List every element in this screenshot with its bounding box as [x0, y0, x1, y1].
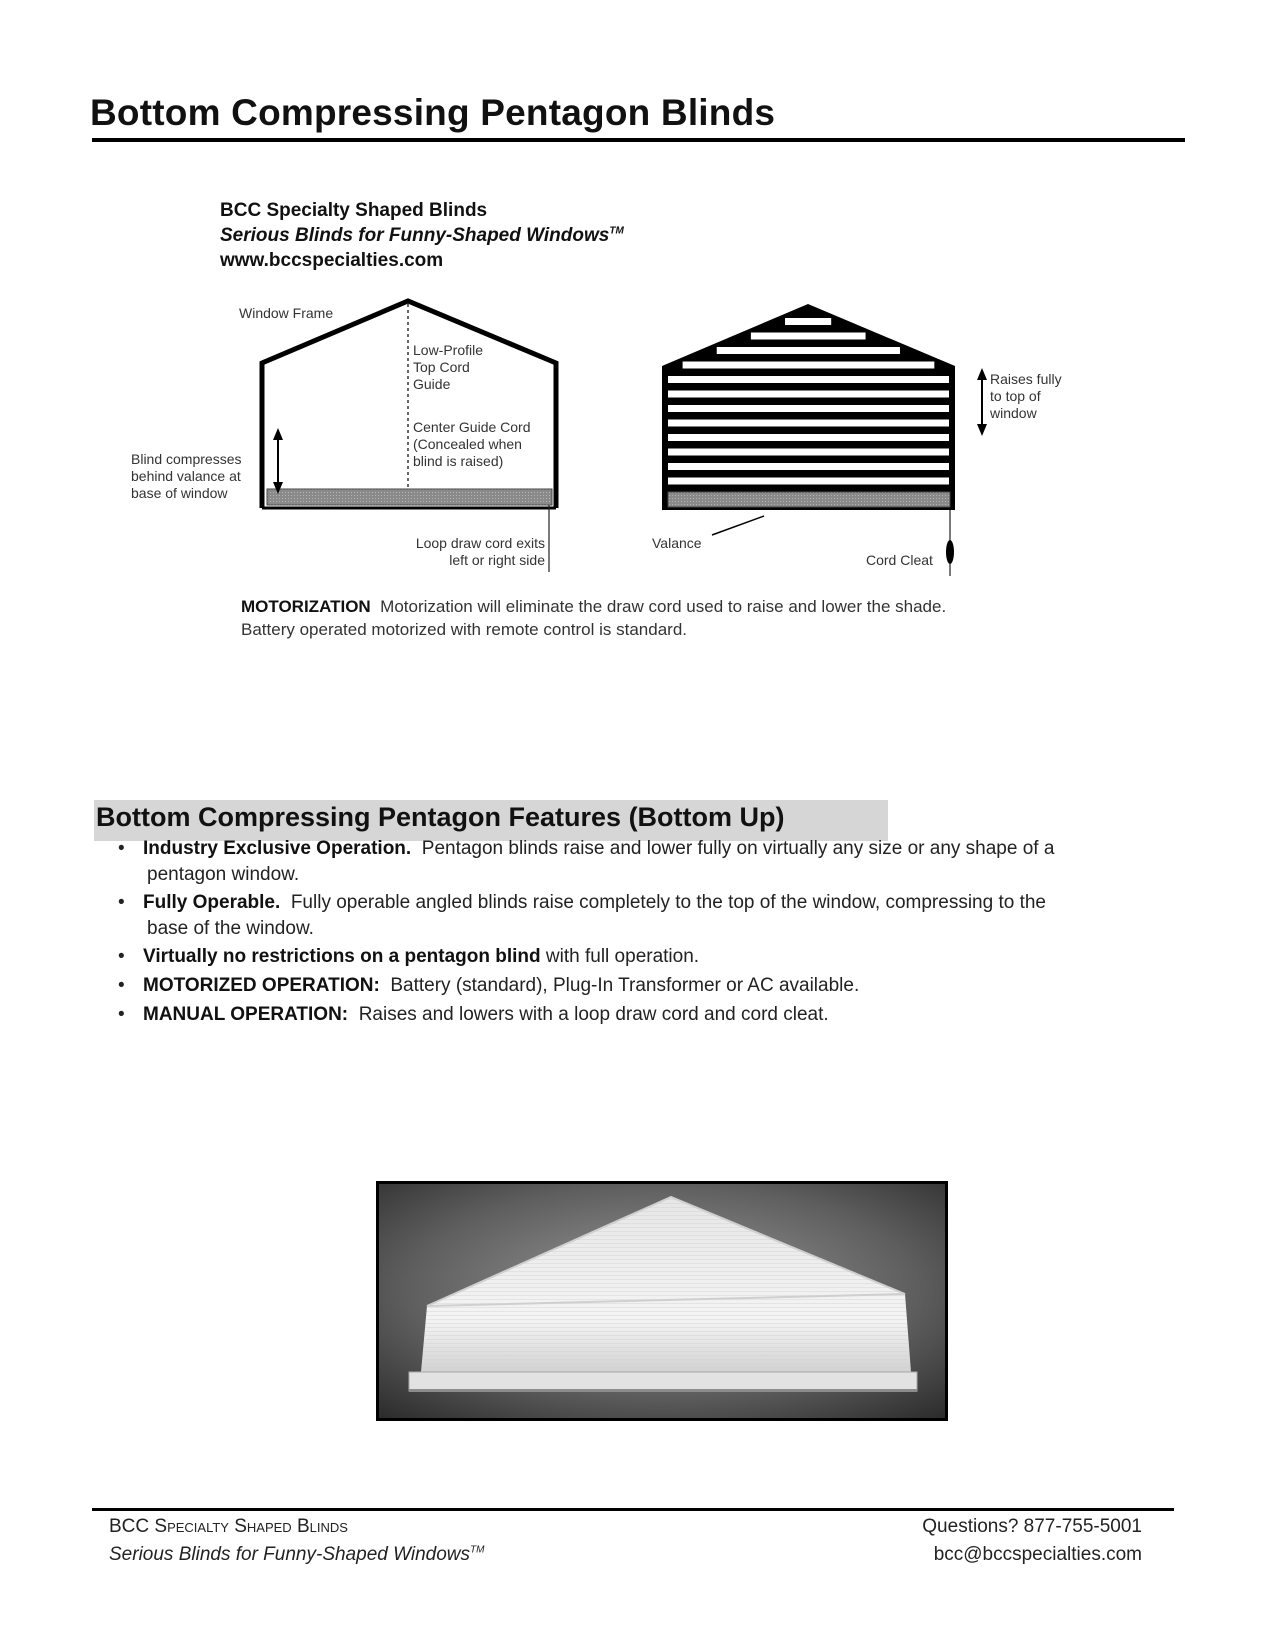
window-frame-outline [262, 301, 556, 508]
features-title: Bottom Compressing Pentagon Features (Bottom Up) [96, 802, 785, 832]
bullet: • [118, 1004, 125, 1025]
brand-website: www.bccspecialties.com [220, 250, 444, 271]
trademark-mark: TM [609, 225, 624, 237]
label-raises-fully: Raises fully to top of window [990, 371, 1062, 421]
motorization-line-2: Battery operated motorized with remote control is standard. [241, 620, 687, 639]
label-cord-cleat: Cord Cleat [866, 552, 933, 568]
footer-brand: BCC Specialty Shaped Blinds [109, 1516, 348, 1537]
compressed-blind-valance [267, 489, 552, 505]
feature-item: • Virtually no restrictions on a pentagon blind with full operation. [118, 944, 1168, 970]
blind-slat [683, 362, 935, 369]
label-center-guide-cord: Center Guide Cord (Concealed when blind is raised) [413, 419, 531, 469]
blind-slat [751, 333, 866, 340]
pentagon-blind-diagram [0, 0, 1275, 650]
feature-item: • MOTORIZED OPERATION: Battery (standard), Plug-In Transformer or AC available. [118, 973, 1168, 999]
brand-name: BCC Specialty Shaped Blinds [220, 200, 488, 221]
blind-slat [717, 347, 900, 354]
label-valance: Valance [652, 535, 702, 551]
feature-item: • Industry Exclusive Operation. Pentagon blinds raise and lower fully on virtually any size or any shape of a pentagon window. [118, 838, 1055, 885]
blind-slat [668, 463, 949, 470]
blind-slat [668, 376, 949, 383]
blind-slat [668, 478, 949, 485]
feature-item: • Fully Operable. Fully operable angled blinds raise completely to the top of the window, compressing to the base of the window. [118, 892, 1046, 939]
feature-item: • MANUAL OPERATION: Raises and lowers with a loop draw cord and cord cleat. [118, 1002, 1168, 1028]
installed-blind-photo [376, 1181, 948, 1421]
valance [668, 492, 950, 507]
label-blind-compresses: Blind compresses behind valance at base of window [131, 451, 242, 501]
blind-slat [668, 405, 949, 412]
page-title: Bottom Compressing Pentagon Blinds [90, 92, 776, 133]
blind-slat [785, 318, 831, 325]
blind-slat [668, 420, 949, 427]
bullet: • [118, 892, 125, 913]
motorization-heading: MOTORIZATION [241, 597, 371, 616]
footer-phone: Questions? 877-755-5001 [922, 1516, 1142, 1537]
label-window-frame: Window Frame [239, 305, 334, 321]
footer-trademark-mark: TM [470, 1544, 485, 1556]
blind-slat [668, 434, 949, 441]
compress-arrow-up [273, 428, 283, 440]
valance-pointer-line [712, 516, 764, 535]
label-top-cord-guide: Low-Profile Top Cord Guide [413, 342, 484, 392]
brand-tagline: Serious Blinds for Funny-Shaped Windows™ [220, 225, 624, 246]
bullet: • [118, 838, 125, 859]
raise-arrow-down [977, 424, 987, 436]
motorization-note [241, 595, 946, 641]
motorization-line-1: Motorization will eliminate the draw cord used to raise and lower the shade. [380, 597, 947, 616]
footer-tagline: Serious Blinds for Funny-Shaped Windows™ [109, 1544, 485, 1565]
bullet: • [118, 975, 125, 996]
footer-email[interactable]: bcc@bccspecialties.com [933, 1544, 1142, 1565]
footer-divider [92, 1508, 1174, 1511]
raise-arrow-up [977, 368, 987, 380]
blind-slat [668, 391, 949, 398]
cord-cleat-icon [946, 540, 954, 564]
right-window-diagram [662, 304, 987, 576]
blind-slat [668, 449, 949, 456]
label-loop-draw-cord: Loop draw cord exits left or right side [415, 535, 545, 568]
bullet: • [118, 946, 125, 967]
